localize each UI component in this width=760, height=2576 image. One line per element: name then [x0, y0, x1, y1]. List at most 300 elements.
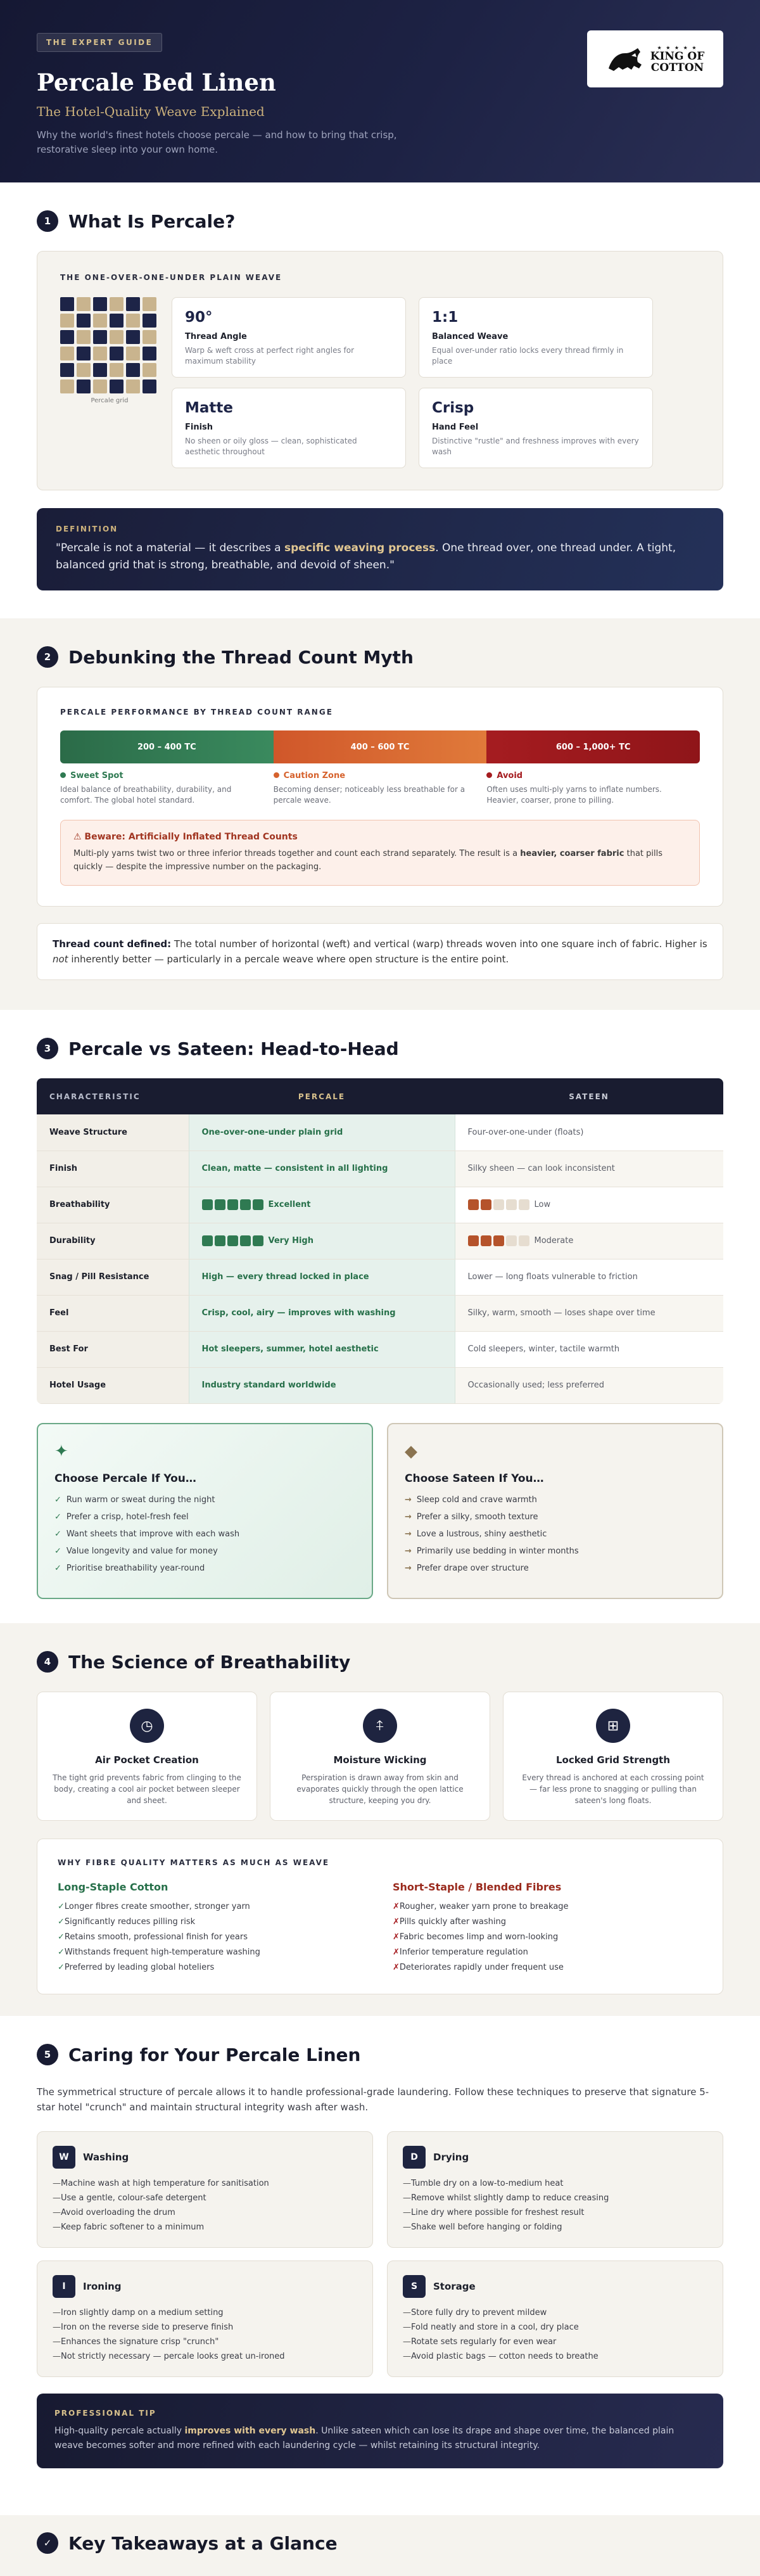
- section-heading: [37, 2532, 338, 2554]
- science-cards: [37, 1692, 723, 1821]
- weave-cell: [126, 379, 140, 393]
- item-text: Store fully dry to prevent mildew: [411, 2308, 547, 2318]
- item-text: Primarily use bedding in winter months: [416, 1546, 579, 1556]
- legend-desc: Becoming denser; noticeably less breathable for a percale weave.: [273, 785, 466, 805]
- section-heading: [37, 1038, 723, 1059]
- card-desc: The tight grid prevents fabric from clinging to the body, creating a cool air pocket between sleeper and sheet.: [53, 1773, 241, 1805]
- weave-grid: [60, 297, 159, 393]
- hero-kicker: THE EXPERT GUIDE: [37, 33, 162, 52]
- item-text: Preferred by leading global hoteliers: [64, 1963, 215, 1972]
- care-badge-icon: D: [403, 2146, 426, 2169]
- page-subtitle: The Hotel-Quality Weave Explained: [37, 104, 265, 119]
- definition-quote: [56, 540, 704, 574]
- quote-text: "Percale is not a material — it describes a: [56, 542, 284, 554]
- care-title: Ironing: [83, 2281, 122, 2292]
- section-number: 2: [37, 646, 58, 668]
- item-text: Not strictly necessary — percale looks great un-ironed: [61, 2352, 285, 2361]
- cell-text: Excellent: [268, 1200, 311, 1209]
- weave-cell: [126, 363, 140, 377]
- rating-pip: [202, 1199, 213, 1210]
- panel-caption: WHY FIBRE QUALITY MATTERS AS MUCH AS WEAVE: [58, 1858, 330, 1867]
- care-card: [387, 2131, 723, 2248]
- red-dot-icon: [486, 772, 492, 778]
- band-sweet-spot: 200 – 400 TC: [60, 730, 274, 763]
- rating-pip: [493, 1235, 504, 1246]
- table-cell: [37, 1114, 189, 1151]
- cross-icon: ✗: [393, 1932, 400, 1942]
- legend-item: [486, 771, 700, 806]
- item-text: Retains smooth, professional finish for years: [64, 1932, 248, 1942]
- choose-cards: [37, 1423, 723, 1599]
- item-text: Machine wash at high temperature for sanitisation: [61, 2179, 269, 2188]
- list-item: [54, 1564, 355, 1573]
- dash-icon: —: [403, 2308, 411, 2318]
- column-header: CHARACTERISTIC: [37, 1078, 189, 1114]
- section-number: 4: [37, 1651, 58, 1673]
- item-text: Prefer drape over structure: [416, 1563, 529, 1573]
- rating-pip: [519, 1235, 529, 1246]
- tip-text: . Unlike sateen which can lose its drape and shape over time, the balanced plain weave becomes softer and more refined with each laundering cycle — whilst retaining its structural integrity.: [54, 2426, 674, 2451]
- list-item: [53, 2352, 357, 2361]
- item-text: Sleep cold and crave warmth: [416, 1495, 537, 1505]
- weave-cell: [110, 314, 124, 328]
- table-row: [37, 1295, 723, 1331]
- legend-title: Avoid: [497, 771, 523, 781]
- dash-icon: —: [53, 2179, 61, 2188]
- table-row: [37, 1114, 723, 1151]
- table-row: [37, 1187, 723, 1223]
- table-row: [37, 1259, 723, 1295]
- cell-text: High — every thread locked in place: [201, 1272, 369, 1282]
- stat-value: Matte: [185, 400, 233, 416]
- rating-pip: [240, 1235, 251, 1246]
- cross-icon: ✗: [393, 1902, 400, 1911]
- definition-text: inherently better — particularly in a percale weave where open structure is the entire point.: [68, 953, 509, 965]
- table-cell: [37, 1331, 189, 1367]
- grid-caption: Percale grid: [91, 397, 129, 404]
- legend-item: [60, 771, 274, 806]
- dash-icon: —: [403, 2222, 411, 2232]
- weave-cell: [110, 330, 124, 344]
- weave-cell: [77, 330, 91, 344]
- weave-stats: [172, 297, 653, 468]
- page-title: Percale Bed Linen: [37, 68, 276, 96]
- thread-count-bar: [60, 730, 700, 763]
- cell-text: Moderate: [534, 1236, 574, 1246]
- weave-cell: [126, 297, 140, 311]
- item-text: Use a gentle, colour-safe detergent: [61, 2193, 206, 2203]
- quote-text: . One thread over, one thread under. A tight, balanced grid that is strong, breathable, and devoid of sheen.": [56, 542, 676, 571]
- table-cell: [189, 1367, 455, 1403]
- item-text: Rotate sets regularly for even wear: [411, 2337, 557, 2347]
- dash-icon: —: [403, 2352, 411, 2361]
- section-number: 1: [37, 210, 58, 232]
- list-item: [393, 1902, 702, 1911]
- item-text: Line dry where possible for freshest result: [411, 2208, 585, 2217]
- table-cell: [37, 1151, 189, 1187]
- comparison-table: [37, 1078, 723, 1404]
- rating-pip: [215, 1199, 225, 1210]
- list-item: [403, 2337, 707, 2347]
- item-text: Prefer a silky, smooth texture: [416, 1512, 538, 1522]
- item-text: Significantly reduces pilling risk: [64, 1917, 196, 1927]
- professional-tip: [37, 2394, 723, 2468]
- care-badge-icon: S: [403, 2275, 426, 2298]
- check-icon: ✓: [58, 1932, 65, 1942]
- rating-pip: [481, 1199, 491, 1210]
- weave-cell: [93, 314, 107, 328]
- list-item: [53, 2308, 357, 2318]
- band-avoid: 600 – 1,000+ TC: [486, 730, 700, 763]
- brand-stars: ★ ★ ★ ★ ★: [657, 44, 698, 51]
- column-title: Long-Staple Cotton: [58, 1881, 168, 1893]
- warning-text: Multi-ply yarns twist two or three inferior threads together and count each strand separately. The result is a: [73, 849, 521, 858]
- warning-emphasis: heavier, coarser fabric: [520, 849, 624, 858]
- table-row: [37, 1151, 723, 1187]
- section-title: Debunking the Thread Count Myth: [68, 646, 414, 668]
- check-icon: ✓: [54, 1495, 61, 1505]
- section-title: What Is Percale?: [68, 210, 236, 232]
- weave-cell: [93, 363, 107, 377]
- item-text: Pills quickly after washing: [399, 1917, 507, 1927]
- cell-text: Crisp, cool, airy — improves with washing: [201, 1308, 396, 1318]
- item-text: Rougher, weaker yarn prone to breakage: [399, 1902, 569, 1911]
- section-heading: [37, 2044, 723, 2065]
- check-icon: ✓: [54, 1563, 61, 1573]
- weave-cell: [77, 297, 91, 311]
- arrow-icon: →: [405, 1495, 412, 1505]
- item-text: Fold neatly and store in a cool, dry place: [411, 2323, 579, 2332]
- legend-title: Sweet Spot: [70, 771, 124, 781]
- list-item: [53, 2208, 357, 2217]
- list-item: [405, 1495, 706, 1505]
- table-row: [37, 1367, 723, 1403]
- dash-icon: —: [53, 2352, 61, 2361]
- list-item: [54, 1529, 355, 1539]
- table-cell: [455, 1151, 723, 1187]
- rating-pip: [493, 1199, 504, 1210]
- cell-text: Weave Structure: [49, 1127, 127, 1137]
- weave-cell: [110, 347, 124, 360]
- table-cell: [455, 1367, 723, 1403]
- quote-emphasis: specific weaving process: [284, 542, 436, 554]
- choose-percale-card: [37, 1423, 373, 1599]
- list-item: [403, 2323, 707, 2332]
- stat-desc: No sheen or oily gloss — clean, sophisticated aesthetic throughout: [185, 437, 357, 456]
- item-text: Deteriorates rapidly under frequent use: [399, 1963, 564, 1972]
- list-item: [393, 1963, 702, 1972]
- stat-desc: Warp & weft cross at perfect right angles for maximum stability: [185, 346, 355, 366]
- care-title: Washing: [83, 2152, 129, 2163]
- table-cell: [37, 1367, 189, 1403]
- thread-count-panel: [37, 687, 723, 907]
- legend-desc: Ideal balance of breathability, durability, and comfort. The global hotel standard.: [60, 785, 232, 805]
- cell-text: Industry standard worldwide: [201, 1380, 336, 1390]
- weave-cell: [77, 379, 91, 393]
- brand-logo[interactable]: [587, 30, 723, 87]
- rating-pip: [519, 1199, 529, 1210]
- definition-lead: Thread count defined:: [53, 938, 172, 950]
- rating-pip: [202, 1235, 213, 1246]
- item-text: Inferior temperature regulation: [399, 1948, 528, 1957]
- thread-count-legend: [60, 771, 700, 806]
- cell-text: Best For: [49, 1344, 88, 1354]
- table-cell: [455, 1259, 723, 1295]
- check-icon: ✓: [54, 1529, 61, 1539]
- care-badge-icon: W: [53, 2146, 75, 2169]
- definition-label: DEFINITION: [56, 525, 118, 533]
- section-heading: [37, 1651, 723, 1673]
- stat-card: [419, 388, 653, 468]
- rating-pip: [253, 1235, 263, 1246]
- item-text: Prefer a crisp, hotel-fresh feel: [66, 1512, 189, 1522]
- hero-lead: Why the world's finest hotels choose percale — and how to bring that crisp, restorative sleep into your own home.: [37, 129, 397, 155]
- lion-emblem-icon: [606, 44, 644, 73]
- legend-desc: Often uses multi-ply yarns to inflate numbers. Heavier, coarser, prone to pilling.: [486, 785, 662, 805]
- list-item: [405, 1546, 706, 1556]
- list-item: [53, 2337, 357, 2347]
- care-card: [37, 2131, 373, 2248]
- list-item: [403, 2208, 707, 2217]
- short-staple-column: [393, 1881, 702, 1978]
- section-what-is-percale: [0, 182, 760, 618]
- stat-label: Thread Angle: [185, 332, 247, 341]
- arrow-icon: →: [405, 1512, 412, 1522]
- item-text: Tumble dry on a low-to-medium heat: [411, 2179, 564, 2188]
- column-title: Short-Staple / Blended Fibres: [393, 1881, 562, 1893]
- definition-emphasis: not: [53, 953, 68, 965]
- care-cards: [37, 2131, 723, 2377]
- checkmark-icon: ✓: [37, 2532, 58, 2554]
- item-text: Prioritise breathability year-round: [66, 1563, 205, 1573]
- grid-icon: ⊞: [596, 1709, 630, 1743]
- rating-pip: [253, 1199, 263, 1210]
- weave-cell: [60, 379, 74, 393]
- rating-pip: [468, 1199, 479, 1210]
- fibre-quality-panel: [37, 1839, 723, 1994]
- tip-body: [54, 2424, 706, 2453]
- rating-pips: [202, 1235, 263, 1246]
- rating-pip: [481, 1235, 491, 1246]
- weave-cell: [93, 379, 107, 393]
- rating-pip: [227, 1235, 238, 1246]
- weave-cell: [110, 379, 124, 393]
- stat-card: [419, 297, 653, 378]
- list-item: [403, 2222, 707, 2232]
- cell-text: Clean, matte — consistent in all lighting: [201, 1164, 388, 1173]
- cell-text: Cold sleepers, winter, tactile warmth: [467, 1344, 620, 1354]
- section-care: [0, 2016, 760, 2515]
- cell-text: Lower — long floats vulnerable to friction: [467, 1272, 638, 1282]
- item-text: Want sheets that improve with each wash: [66, 1529, 240, 1539]
- list-item: [405, 1512, 706, 1522]
- science-card: [270, 1692, 490, 1821]
- section-number: 5: [37, 2044, 58, 2065]
- panel-caption: PERCALE PERFORMANCE BY THREAD COUNT RANGE: [60, 708, 333, 717]
- weave-cell: [142, 297, 156, 311]
- table-cell: [455, 1295, 723, 1331]
- weave-cell: [142, 330, 156, 344]
- rating-pips: [468, 1235, 529, 1246]
- list-item: [53, 2222, 357, 2232]
- band-caution: 400 – 600 TC: [274, 730, 487, 763]
- legend-title: Caution Zone: [283, 771, 346, 781]
- short-staple-list: [393, 1902, 702, 1972]
- care-card: [387, 2260, 723, 2377]
- list-item: [58, 1948, 367, 1957]
- arrow-icon: →: [405, 1563, 412, 1573]
- rating-pip: [468, 1235, 479, 1246]
- percale-grid-figure: [60, 297, 149, 468]
- cross-icon: ✗: [393, 1963, 400, 1972]
- list-item: [58, 1932, 367, 1942]
- list-item: [403, 2352, 707, 2361]
- section-title: Percale vs Sateen: Head-to-Head: [68, 1038, 399, 1059]
- care-badge-icon: I: [53, 2275, 75, 2298]
- cell-text: Occasionally used; less preferred: [467, 1380, 604, 1390]
- column-header: PERCALE: [189, 1078, 455, 1114]
- stat-label: Balanced Weave: [432, 332, 509, 341]
- table-cell: [455, 1187, 723, 1223]
- check-icon: ✓: [58, 1948, 65, 1957]
- item-text: Love a lustrous, shiny aesthetic: [416, 1529, 547, 1539]
- table-cell: [189, 1151, 455, 1187]
- list-item: [54, 1495, 355, 1505]
- warning-body: [73, 847, 687, 874]
- section-heading: [37, 646, 723, 668]
- cell-text: Snag / Pill Resistance: [49, 1272, 149, 1282]
- table-row: [37, 1331, 723, 1367]
- item-text: Shake well before hanging or folding: [411, 2222, 562, 2232]
- weave-cell: [60, 314, 74, 328]
- panel-caption: THE ONE-OVER-ONE-UNDER PLAIN WEAVE: [60, 273, 282, 282]
- weave-cell: [77, 347, 91, 360]
- dash-icon: —: [53, 2222, 61, 2232]
- item-text: Remove whilst slightly damp to reduce creasing: [411, 2193, 609, 2203]
- thread-count-definition: [37, 923, 723, 980]
- weave-panel: [37, 251, 723, 490]
- dash-icon: —: [403, 2337, 411, 2347]
- warning-text: that pills quickly — despite the impressive number on the packaging.: [73, 849, 662, 872]
- care-list: [53, 2308, 357, 2361]
- rating-pip: [240, 1199, 251, 1210]
- list-item: [403, 2308, 707, 2318]
- check-icon: ✓: [58, 1902, 65, 1911]
- item-text: Iron on the reverse side to preserve finish: [61, 2323, 234, 2332]
- percale-reasons: [54, 1495, 355, 1573]
- tip-emphasis: improves with every wash: [184, 2426, 316, 2436]
- dash-icon: —: [403, 2179, 411, 2188]
- item-text: Longer fibres create smoother, stronger yarn: [64, 1902, 250, 1911]
- cell-text: Low: [534, 1200, 551, 1209]
- list-item: [53, 2323, 357, 2332]
- care-list: [403, 2179, 707, 2232]
- dash-icon: —: [403, 2208, 411, 2217]
- table-cell: [189, 1223, 455, 1259]
- item-text: Keep fabric softener to a minimum: [61, 2222, 205, 2232]
- inflated-count-warning: [60, 820, 700, 886]
- diamond-icon: ◆: [405, 1441, 417, 1461]
- care-card: [37, 2260, 373, 2377]
- table-cell: [189, 1295, 455, 1331]
- definition-box: [37, 508, 723, 590]
- care-list: [403, 2308, 707, 2361]
- weave-cell: [93, 330, 107, 344]
- dash-icon: —: [53, 2323, 61, 2332]
- table-row: [37, 1223, 723, 1259]
- weave-cell: [142, 347, 156, 360]
- cell-text: Hotel Usage: [49, 1380, 106, 1390]
- cell-text: Hot sleepers, summer, hotel aesthetic: [201, 1344, 379, 1354]
- item-text: Withstands frequent high-temperature washing: [64, 1948, 260, 1957]
- item-text: Avoid overloading the drum: [61, 2208, 175, 2217]
- section-breathability: [0, 1623, 760, 2016]
- tip-label: PROFESSIONAL TIP: [54, 2409, 156, 2418]
- dash-icon: —: [53, 2308, 61, 2318]
- table-cell: [189, 1331, 455, 1367]
- section-number: 3: [37, 1038, 58, 1059]
- item-text: Iron slightly damp on a medium setting: [61, 2308, 224, 2318]
- science-card: [503, 1692, 723, 1821]
- weave-cell: [77, 363, 91, 377]
- dash-icon: —: [53, 2337, 61, 2347]
- legend-item: [274, 771, 487, 806]
- list-item: [53, 2179, 357, 2188]
- green-dot-icon: [60, 772, 66, 778]
- table-cell: [37, 1187, 189, 1223]
- dash-icon: —: [403, 2193, 411, 2203]
- dash-icon: —: [403, 2323, 411, 2332]
- science-card: [37, 1692, 257, 1821]
- weave-cell: [93, 347, 107, 360]
- rating-pips: [468, 1199, 529, 1210]
- rating-pip: [227, 1199, 238, 1210]
- weave-cell: [60, 363, 74, 377]
- cell-text: Durability: [49, 1236, 96, 1246]
- weave-cell: [60, 297, 74, 311]
- care-intro: The symmetrical structure of percale allows it to handle professional-grade laundering. Follow these techniques to preserve that signature 5-star hotel "crunch" and maintain structural integrity wash after wash.: [37, 2086, 709, 2113]
- weave-cell: [93, 297, 107, 311]
- section-title: Key Takeaways at a Glance: [68, 2532, 338, 2554]
- weave-cell: [126, 314, 140, 328]
- care-title: Storage: [433, 2281, 476, 2292]
- sparkle-icon: ✦: [54, 1441, 68, 1461]
- weave-cell: [126, 347, 140, 360]
- section-heading: [37, 210, 723, 232]
- stat-value: 1:1: [432, 309, 459, 326]
- orange-dot-icon: [274, 772, 279, 778]
- section-thread-count: [0, 618, 760, 1010]
- cross-icon: ✗: [393, 1917, 400, 1927]
- brand-name-line1: KING OF: [650, 49, 705, 63]
- stat-value: Crisp: [432, 400, 474, 416]
- weave-cell: [60, 330, 74, 344]
- table-cell: [455, 1331, 723, 1367]
- stat-label: Finish: [185, 423, 213, 432]
- card-title: Choose Percale If You…: [54, 1472, 196, 1485]
- stat-card: [172, 388, 406, 468]
- brand-name-line2: COTTON: [650, 61, 704, 74]
- list-item: [54, 1512, 355, 1522]
- rating-pip: [215, 1235, 225, 1246]
- table-cell: [189, 1187, 455, 1223]
- weave-cell: [142, 314, 156, 328]
- card-title: Moisture Wicking: [333, 1754, 427, 1766]
- list-item: [403, 2179, 707, 2188]
- check-icon: ✓: [58, 1917, 65, 1927]
- check-icon: ✓: [54, 1512, 61, 1522]
- item-text: Run warm or sweat during the night: [66, 1495, 215, 1505]
